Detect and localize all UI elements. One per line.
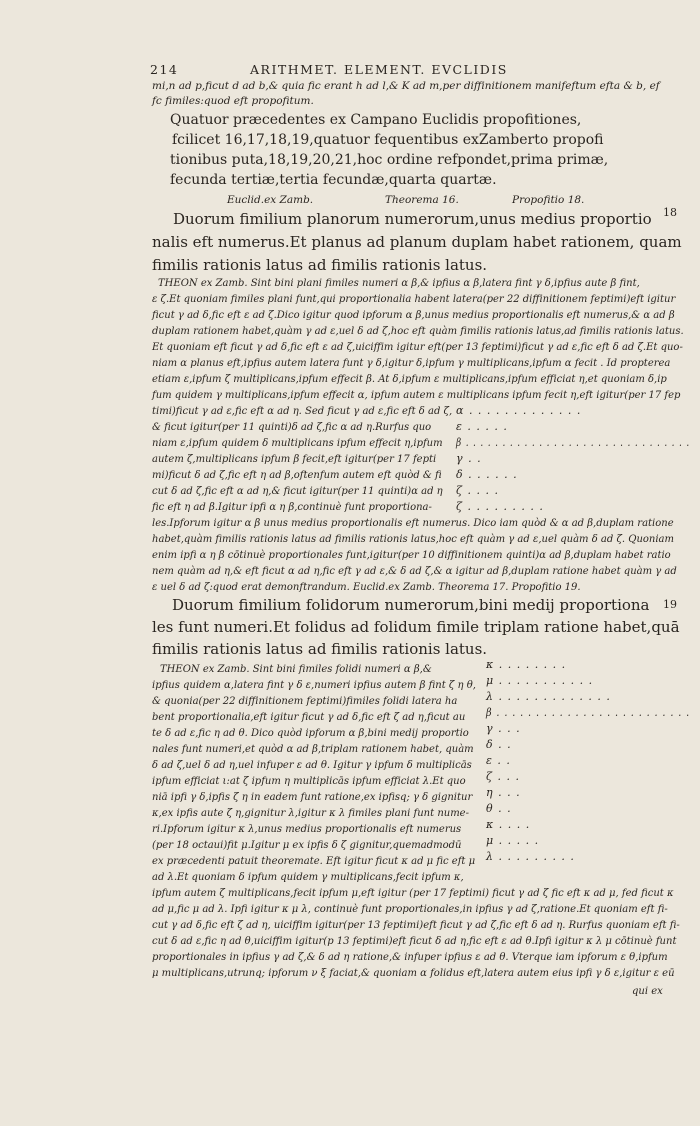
diagram-label: α [456,404,465,417]
text-line: fc fimiles:quod eft propofitum. [152,95,314,107]
margin-number: 18 [663,206,677,219]
diagram-label: θ [486,802,494,815]
diagram-label: κ [486,658,495,671]
page-number: 214 [150,62,179,77]
text-line: THEON ex Zamb. Sint bini plani fimiles numeri α β,& ipfius α β,latera fint γ δ,ipfius aute β fint, [158,278,640,289]
proposition-line: nalis eft numerus.Et planus ad planum duplam habet rationem, quam [152,233,682,251]
text-line: ficut γ ad δ,fic eft ε ad ζ.Dico igitur quod ipforum α β,unus medius proportionalis eft numerus,& α ad β [152,310,675,321]
diagram-label: γ [456,452,464,465]
diagram-dots: . . . [497,770,520,783]
text-line: les.Ipforum igitur α β unus medius proportionalis eft numerus. Dico iam quòd & α ad β,duplam ratione [152,518,674,529]
text-line: ex præcedenti patuit theoremate. Eft igitur ficut κ ad μ fic eft μ [152,856,476,867]
diagram-label: δ [486,738,494,751]
diagram-label: η [486,786,494,799]
diagram-dots: . . . . [467,484,499,497]
diagram-row [456,500,544,513]
text-line: duplam rationem habet,quàm γ ad ε,uel δ ad ζ,hoc eft quàm fimilis rationis latus,ad fimilis rationis latus. [152,326,684,337]
text-line: ad λ.Et quoniam δ ipfum quidem γ multiplicans,fecit ipfum κ, [152,872,464,883]
intro-line: fcilicet 16,17,18,19,quatuor fequentibus exZamberto propofi [172,132,604,148]
text-line: proportionales in ipfius γ ad ζ,& δ ad η ratione,& infuper ipfius ε ad θ. Vterque iam ipforum ε θ,ipfum [152,952,668,963]
text-line: niam α planus eft,ipfius autem latera funt γ δ,igitur δ,ipfum γ multiplicans,ipfum α fecit . Id propterea [152,358,671,369]
text-line: autem ζ,multiplicans ipfum β fecit,eft igitur(per 17 fepti [152,454,437,465]
text-line: nem quàm ad η,& eft ficut α ad η,fic eft γ ad ε,& δ ad ζ,& α igitur ad β,duplam ratione habet quàm γ ad [152,566,677,577]
heading-center: Theorema 16. [385,194,459,206]
text-line: bent proportionalia,eft igitur ficut γ ad δ,fic eft ζ ad η,ficut au [152,712,466,723]
text-line: κ,ex ipfis aute ζ η,gignitur λ,igitur κ λ fimiles plani funt nume- [152,808,469,819]
text-line: etiam ε,ipfum ζ multiplicans,ipfum effecit β. At δ,ipfum ε multiplicans,ipfum efficiat η,et quoniam δ,ip [152,374,667,385]
text-line: fum quidem γ multiplicans,ipfum effecit α, ipfum autem ε multiplicans ipfum fecit η,eft igitur(per 17 fep [152,390,681,401]
text-line: δ ad ζ,uel δ ad η,uel infuper ε ad θ. Igitur γ ipfum δ multiplicās [152,760,472,771]
diagram-row [486,690,611,703]
heading-left: Euclid.ex Zamb. [227,194,314,206]
text-line: Et quoniam eft ficut γ ad δ,fic eft ε ad ζ,uiciffim igitur eft(per 13 feptimi)ficut γ ad ε,fic eft δ ad ζ.Et quo- [152,342,683,353]
diagram-label: β [456,436,463,449]
diagram-dots: . . . . . . . . . [467,500,544,513]
diagram-row [456,468,518,481]
diagram-dots: . . . . . [498,834,540,847]
proposition-line: les funt numeri.Et folidus ad folidum fimile triplam ratione habet,quā [152,618,680,636]
text-line: μ multiplicans,utrunq; ipforum ν ξ faciat,& quoniam α folidus eft,latera autem eius ipfi γ δ ε,igitur ε eū [152,968,675,979]
heading-right: Propofitio 18. [512,194,585,206]
text-line: habet,quàm fimilis rationis latus ad fimilis rationis latus,hoc eft quàm γ ad ε,uel quàm δ ad ζ. Quoniam [152,534,674,545]
diagram-label: γ [486,722,494,735]
intro-line: tionibus puta,18,19,20,21,hoc ordine refpondet,prima primæ, [170,152,609,168]
diagram-label: μ [486,674,495,687]
diagram-row [456,452,482,465]
text-line: ε ζ.Et quoniam fimiles plani funt,qui proportionalia habent latera(per 22 diffinitionem feptimi)eft igitur [152,294,676,305]
diagram-dots: . . . . . . . . . . . . . . . . . . . . . . . . . . . . . . . [465,436,691,449]
text-line: timi)ficut γ ad ε,fic eft α ad η. Sed ficut γ ad ε,fic eft δ ad ζ, [152,406,453,417]
diagram-dots: . . . . . [467,420,508,433]
diagram-dots: . . . . . . [468,468,518,481]
diagram-dots: . . . . . . . . . [498,850,575,863]
diagram-row [486,674,593,687]
diagram-row [456,484,499,497]
diagram-label: λ [486,690,494,703]
diagram-dots: . . . . . . . . . . . [498,674,594,687]
diagram-row [486,722,521,735]
text-line: ad μ,fic μ ad λ. Ipfi igitur κ μ λ, continuè funt proportionales,in ipfius γ ad ζ,ratione.Et quoniam eft fi- [152,904,668,915]
running-head-title: ARITHMET. ELEMENT. EVCLIDIS [250,62,508,77]
text-line: niā ipfi γ δ,ipfis ζ η in eadem funt ratione,ex ipfisq; γ δ gignitur [152,792,473,803]
text-line: ipfum efficiat ι:at ζ ipfum η multiplicās ipfum efficiat λ.Et quo [152,776,466,787]
text-line: & quonia(per 22 diffinitionem feptimi)fimiles folidi latera ha [152,696,458,707]
diagram-label: ζ [486,770,493,783]
diagram-row [486,850,575,863]
diagram-label: δ [456,468,464,481]
text-line: cut δ ad ζ,fic eft α ad η,& ficut igitur(per 11 quinti)α ad η [152,486,443,497]
diagram-dots: . . . . . . . . . . . . . [468,404,582,417]
text-line: mi,n ad p,ficut d ad b,& quia fic erant h ad l,& K ad m,per diffinitionem manifeftum efta & b, ef [152,80,660,92]
diagram-dots: . . [497,754,511,767]
text-line: cut γ ad δ,fic eft ζ ad η, uiciffim igitur(per 13 feptimi)eft ficut γ ad ζ,fic eft δ ad η. Rurfus quoniam eft fi- [152,920,680,931]
proposition-line: fimilis rationis latus ad fimilis rationis latus. [152,256,488,274]
diagram-dots: . . . . . . . . [498,658,567,671]
proposition-line: fimilis rationis latus ad fimilis rationis latus. [152,640,488,658]
diagram-row [456,404,581,417]
text-line: ipfius quidem α,latera fint γ δ ε,numeri ipfius autem β fint ζ η θ, [152,680,476,691]
text-line: enim ipfi α η β cōtinuè proportionales funt,igitur(per 10 diffinitionem quinti)α ad β,duplam habet ratio [152,550,671,561]
text-line: ri.Ipforum igitur κ λ,unus medius proportionalis eft numerus [152,824,462,835]
text-line: nales funt numeri,et quòd α ad β,triplam rationem habet, quàm [152,744,474,755]
diagram-label: ζ [456,484,463,497]
proposition-line: Duorum fimilium planorum numerorum,unus medius proportio [173,210,652,228]
text-line: te δ ad ε,fic η ad θ. Dico quòd ipforum α β,bini medij proportio [152,728,469,739]
diagram-row [486,738,512,751]
diagram-label: β [486,706,493,719]
diagram-label: λ [486,850,494,863]
margin-number: 19 [663,598,677,611]
intro-line: Quatuor præcedentes ex Campano Euclidis propofitiones, [170,112,582,128]
diagram-label: μ [486,834,495,847]
text-line: ε uel δ ad ζ:quod erat demonftrandum. Euclid.ex Zamb. Theorema 17. Propofitio 19. [152,582,581,593]
diagram-label: ε [456,420,463,433]
diagram-row [486,706,690,719]
diagram-dots: . . [468,452,482,465]
diagram-dots: . . . . . . . . . . . . . [498,690,611,703]
text-line: ipfum autem ζ multiplicans,fecit ipfum μ,eft igitur (per 17 feptimi) ficut γ ad ζ fic eft κ ad μ, fed ficut κ [152,888,674,899]
diagram-row [456,436,690,449]
diagram-row [486,802,512,815]
text-line: fic eft η ad β.Igitur ipfi α η β,continuè funt proportiona- [152,502,432,513]
diagram-row [486,658,566,671]
text-line: cut δ ad ε,fic η ad θ,uiciffim igitur(p 13 feptimi)eft ficut δ ad η,fic eft ε ad θ.Ipfi igitur κ λ μ cōtinuè funt [152,936,677,947]
diagram-row [456,420,508,433]
diagram-dots: . . [498,738,512,751]
diagram-dots: . . . . . . . . . . . . . . . . . . . . . . . . . [496,706,691,719]
diagram-dots: . . . . [498,818,531,831]
diagram-label: ε [486,754,493,767]
intro-line: fecunda tertiæ,tertia fecundæ,quarta quartæ. [170,172,497,188]
diagram-dots: . . . [498,722,521,735]
diagram-label: κ [486,818,495,831]
diagram-label: ζ [456,500,463,513]
text-line: (per 18 octaui)fit μ.Igitur μ ex ipfis δ ζ gignitur,quemadmodū [152,840,462,851]
diagram-dots: . . . [498,786,521,799]
text-line: THEON ex Zamb. Sint bini fimiles folidi numeri α β,& [160,664,432,675]
text-line: & ficut igitur(per 11 quinti)δ ad ζ,fic α ad η.Rurfus quo [152,422,432,433]
diagram-row [486,770,520,783]
diagram-row [486,834,539,847]
text-line: niam ε,ipfum quidem δ multiplicans ipfum effecit η,ipfum [152,438,443,449]
diagram-row [486,818,530,831]
catchword: qui ex [632,986,663,997]
diagram-dots: . . [498,802,512,815]
proposition-line: Duorum fimilium folidorum numerorum,bini medij proportiona [172,596,650,614]
text-line: mi)ficut δ ad ζ,fic eft η ad β,oftenfum autem eft quòd & fi [152,470,442,481]
diagram-row [486,754,511,767]
diagram-row [486,786,521,799]
